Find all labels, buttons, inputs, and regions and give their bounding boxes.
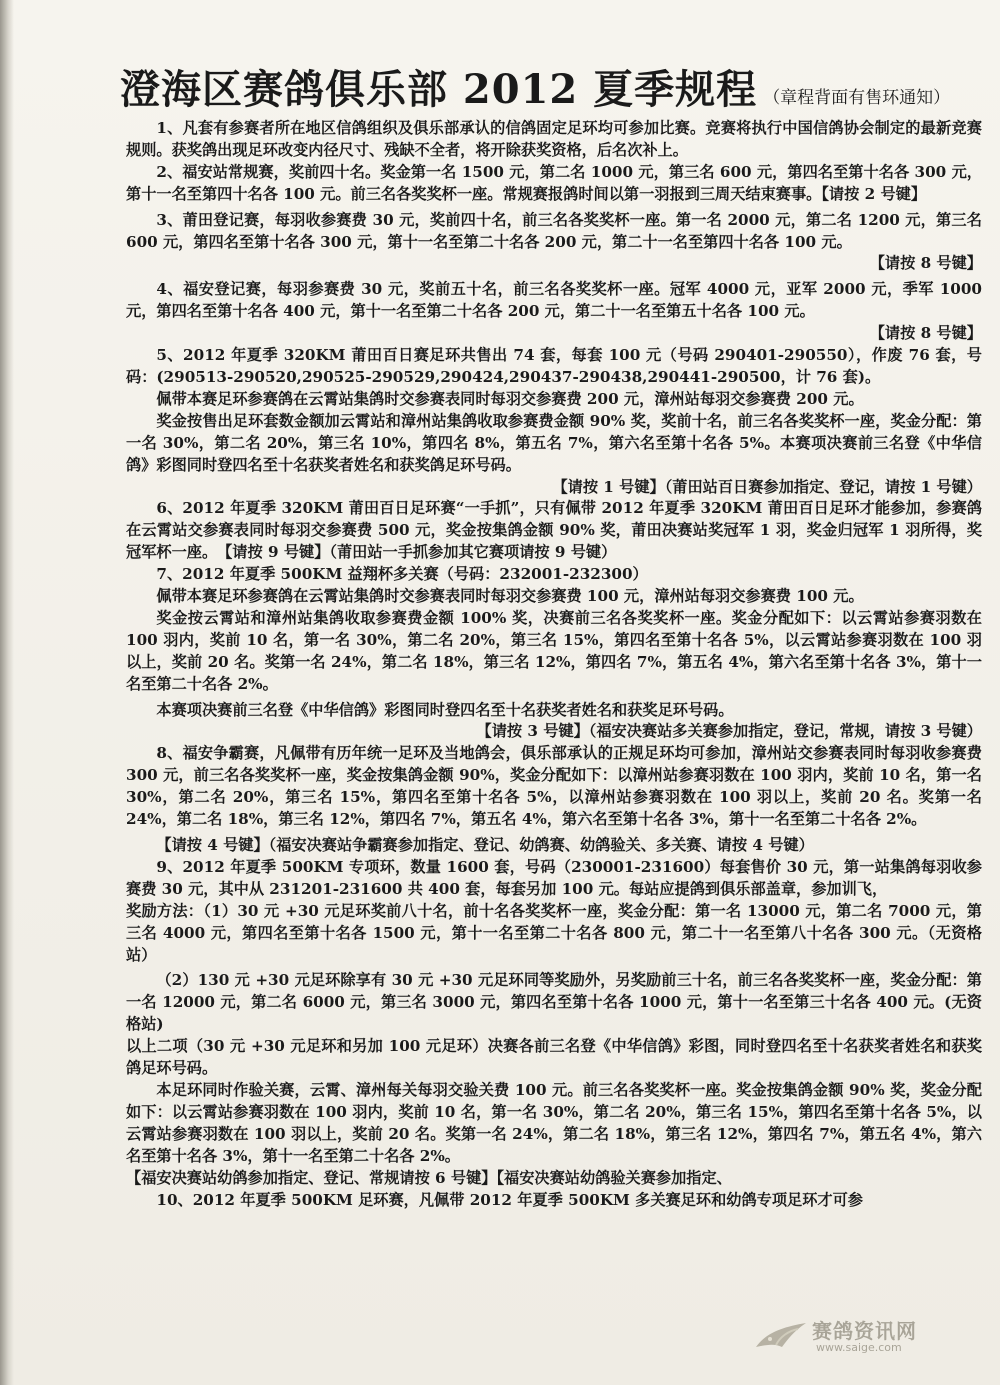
- rule-9: 9、2012 年夏季 500KM 专项环，数量 1600 套，号码（230001-231600）每套售价 30 元，第一站集鸽每羽收参赛费 30 元，其中从 231201-231600 共 400 套，每套另加 100 元。每站应提鸽到俱乐部盖章，参加训飞，: [126, 857, 982, 898]
- rule-6: 6、2012 年夏季 320KM 莆田百日足环赛“一手抓”，只有佩带 2012 年夏季 320KM 莆田百日足环才能参加，参赛鸽在云霄站交参赛表同时每羽交参赛费 500 元，奖金按集鸽金额 90% 奖，莆田决赛站奖冠军 1 羽，奖金归冠军 1 羽所得，奖冠军杯一座。 【请按 9 号键】（莆田站一手抓参加其它赛项请按 9 号键）: [126, 499, 982, 562]
- rule-4-key: 【请按 8 号键】: [869, 324, 982, 343]
- document-title: 澄海区赛鸽俱乐部 2012 夏季规程: [120, 66, 758, 113]
- rule-9-reward-1: 奖励方法：（1）30 元 +30 元足环奖前八十名，前十名各奖奖杯一座，奖金分配：第一名 13000 元，第二名 7000 元，第三名 4000 元，第四名至第十名各 1500 元，第十一名至第二十名各 800 元，第二十一名至第八十名各 300 元。（无资格站）: [126, 901, 982, 964]
- watermark-text: 赛鸽资讯网: [812, 1319, 917, 1343]
- rule-8: 8、福安争霸赛，凡佩带有历年统一足环及当地鸽会，俱乐部承认的正规足环均可参加，漳州站交参赛表同时每羽收参赛费 300 元，前三名各奖奖杯一座，奖金按集鸽金额 90%，奖金分配如下：以漳州站参赛羽数在 100 羽内，奖前 10 名，第一名 30%，第二名 20%，第三名 15%，第四名至第十名各 5%，以漳州站参赛羽数在 100 羽以上，奖前 20 名。奖第一名 24%，第二名 18%，第三名 12%，第四名 7%，第五名 4%，第六名至第十名各 3%，第十一名至第二十名各 2%。: [126, 744, 982, 829]
- rule-3-key: 【请按 8 号键】: [869, 254, 982, 273]
- rule-7: 7、2012 年夏季 500KM 益翔杯多关赛（号码：232001-232300）: [156, 565, 648, 584]
- rule-7-key: 【请按 3 号键】（福安决赛站多关赛参加指定，登记，常规，请按 3 号键）: [476, 722, 982, 741]
- rule-10: 10、2012 年夏季 500KM 足环赛，凡佩带 2012 年夏季 500KM 多关赛足环和幼鸽专项足环才可参: [156, 1190, 863, 1209]
- rule-9-verify: 本足环同时作验关赛，云霄、漳州每关每羽交验关费 100 元。前三名各奖奖杯一座。奖金按集鸽金额 90% 奖，奖金分配如下：以云霄站参赛羽数在 100 羽内，奖前 10 名，第一名 30%，第二名 20%，第三名 15%，第四名至第十名各 5%，以云霄站参赛羽数在 100 羽以上，奖前 20 名。奖第一名 24%，第二名 18%，第三名 12%，第四名 7%，第五名 4%，第六名至第十名各 3%，第十一名至第二十名各 2%。: [126, 1080, 982, 1165]
- document-subtitle: （章程背面有售环通知）: [763, 88, 951, 108]
- rule-7-publish: 本赛项决赛前三名登《中华信鸽》彩图同时登四名至十名获奖者姓名和获奖足环号码。: [156, 700, 734, 719]
- rule-5-key: 【请按 1 号键】（莆田站百日赛参加指定、登记，请按 1 号键）: [552, 477, 982, 496]
- rule-4: 4、福安登记赛，每羽参赛费 30 元，奖前五十名，前三名各奖奖杯一座。冠军 4000 元，亚军 2000 元，季军 1000 元，第四名至第十名各 400 元，第十一名至第二十名各 200 元，第二十一名至第五十名各 100 元。: [126, 280, 982, 321]
- rule-7-prize: 奖金按云霄站和漳州站集鸽收取参赛费金额 100% 奖，决赛前三名各奖奖杯一座。奖金分配如下：以云霄站参赛羽数在 100 羽内，奖前 10 名，第一名 30%，第二名 20%，第三名 15%，第四名至第十名各 5%，以云霄站参赛羽数在 100 羽以上，奖前 20 名。奖第一名 24%，第二名 18%，第三名 12%，第四名 7%，第五名 4%，第六名至第十名各 3%，第十一名至第二十名各 2%。: [126, 608, 982, 693]
- rule-3: 3、莆田登记赛，每羽收参赛费 30 元，奖前四十名，前三名各奖奖杯一座。第一名 2000 元，第二名 1200 元，第三名 600 元，第四名至第十名各 300 元，第十一名至第二十名各 200 元，第二十一名至第四十名各 100 元。: [126, 210, 982, 251]
- rule-9-publish: 以上二项（30 元 +30 元足环和另加 100 元足环）决赛各前三名登《中华信鸽》彩图，同时登四名至十名获奖者姓名和获奖鸽足环号码。: [126, 1037, 982, 1078]
- scan-edge-shadow: [0, 0, 14, 1385]
- rule-9-reward-2: （2）130 元 +30 元足环除享有 30 元 +30 元足环同等奖励外，另奖励前三十名，前三名各奖奖杯一座，奖金分配：第一名 12000 元，第二名 6000 元，第三名 3000 元，第四名至第十名各 1000 元，第十一名至第三十名各 400 元。(无资格站): [126, 971, 982, 1034]
- rule-7-fee: 佩带本赛足环参赛鸽在云霄站集鸽时交参赛表同时每羽交参赛费 100 元，漳州站每羽交参赛费 100 元。: [156, 587, 864, 606]
- pigeon-logo-icon: [752, 1313, 810, 1357]
- rule-8-key: 【请按 4 号键】（福安决赛站争霸赛参加指定、登记、幼鸽赛、幼鸽验关、多关赛、请按 4 号键）: [156, 836, 814, 854]
- watermark-url: www.saige.com: [816, 1341, 902, 1354]
- title-block: [120, 58, 1000, 118]
- regulations-body: [126, 118, 982, 1211]
- site-watermark: [752, 1311, 982, 1363]
- rule-1: 1、凡套有参赛者所在地区信鸽组织及俱乐部承认的信鸽固定足环均可参加比赛。竞赛将执行中国信鸽协会制定的最新竞赛规则。获奖鸽出现足环改变内径尺寸、残缺不全者，将开除获奖资格，后名次补上。: [126, 119, 982, 159]
- rule-5-prize: 奖金按售出足环套数金额加云霄站和漳州站集鸽收取参赛费金额 90% 奖，奖前十名，前三名各奖奖杯一座，奖金分配：第一名 30%，第二名 20%，第三名 10%，第四名 8%，第五名 7%，第六名至第十名各 5%。本赛项决赛前三名登《中华信鸽》彩图同时登四名至十名获奖者姓名和获奖鸽足环号码。: [126, 411, 982, 474]
- rule-9-key: 【福安决赛站幼鸽参加指定、登记、常规请按 6 号键】【福安决赛站幼鸽验关赛参加指定、: [126, 1168, 732, 1187]
- rule-5-fee: 佩带本赛足环参赛鸽在云霄站集鸽时交参赛表同时每羽交参赛费 200 元，漳州站每羽交参赛费 200 元。: [156, 389, 864, 408]
- rule-5: 5、2012 年夏季 320KM 莆田百日赛足环共售出 74 套，每套 100 元（号码 290401-290550），作废 76 套，号码：(290513-290520,290525-290529,290424,290437-290438,290441-290500，计 76 套)。: [126, 346, 982, 386]
- rule-2: 2、福安站常规赛，奖前四十名。奖金第一名 1500 元，第二名 1000 元，第三名 600 元，第四名至第十名各 300 元，第十一名至第四十名各 100 元。前三名各奖奖杯一座。常规赛报鸽时间以第一羽报到三周天结束赛事。【请按 2 号键】: [126, 162, 982, 203]
